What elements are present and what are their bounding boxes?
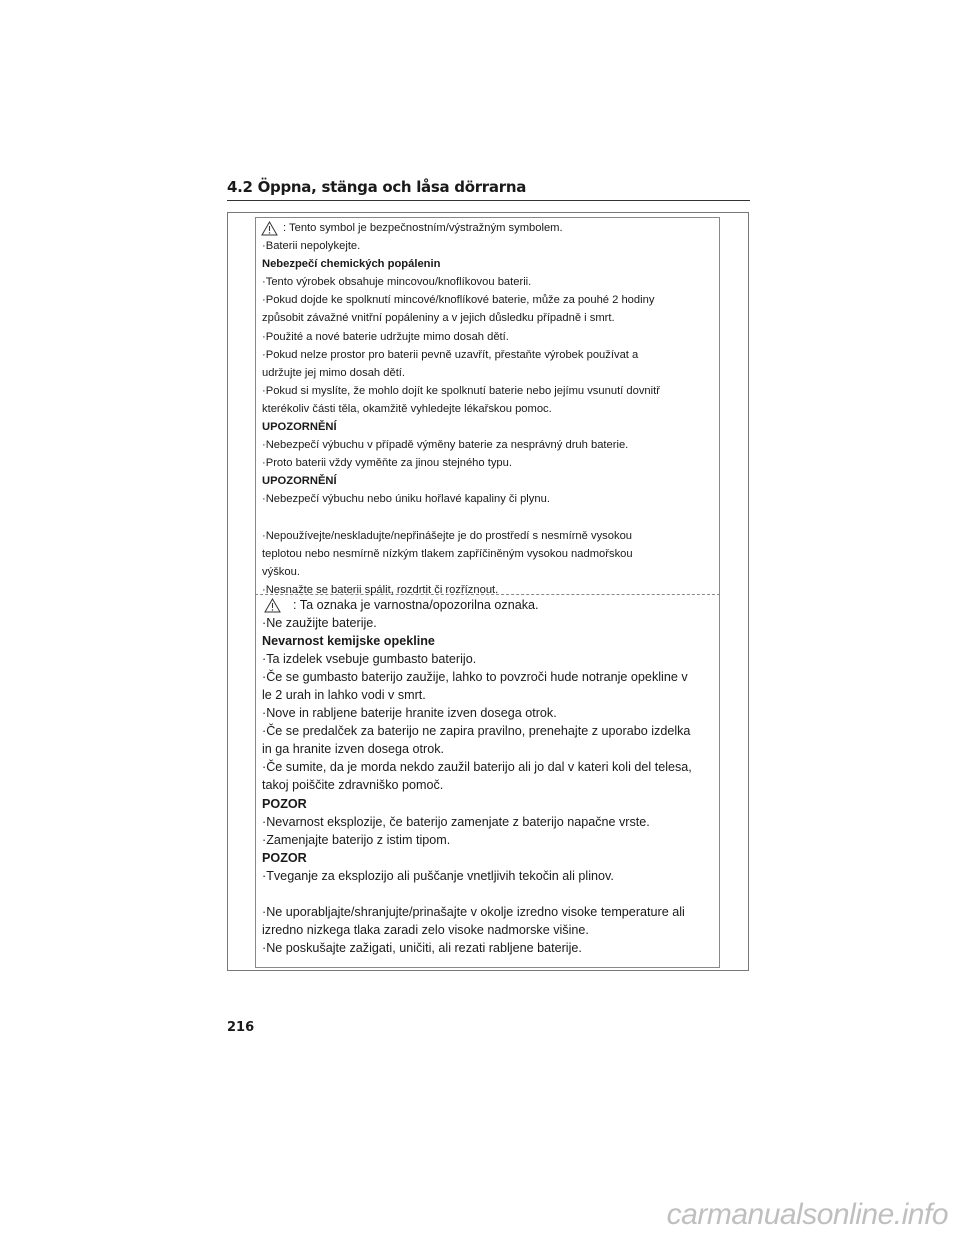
- text-line: teplotou nebo nesmírně nízkým tlakem zapříčiněným vysokou nadmořskou: [262, 547, 633, 560]
- text-line: ·Pokud nelze prostor pro baterii pevně uzavřít, přestaňte výrobek používat a: [262, 348, 639, 361]
- text-line: ·Baterii nepolykejte.: [262, 240, 361, 253]
- caution-heading: UPOZORNĚNÍ: [262, 421, 337, 434]
- text-line: ·Ne poskušajte zažigati, uničiti, ali rezati rabljene baterije.: [262, 940, 582, 955]
- caution-heading: POZOR: [262, 850, 307, 865]
- blank-line: [262, 885, 718, 903]
- text-line: ·Če se predalček za baterijo ne zapira pravilno, prenehajte z uporabo izdelka: [262, 724, 691, 739]
- text-line: ·Tveganje za eksplozijo ali puščanje vnetljivih tekočin ali plinov.: [262, 868, 614, 883]
- text-line: ·Če se gumbasto baterijo zaužije, lahko to povzroči hude notranje opekline v: [262, 670, 688, 685]
- section-title: 4.2 Öppna, stänga och låsa dörrarna: [227, 178, 527, 196]
- text-line: ·Nepoužívejte/neskladujte/nepřinášejte je do prostředí s nesmírně vysokou: [262, 529, 633, 542]
- text-line: ·Ne zaužijte baterije.: [262, 616, 377, 631]
- text-line: izredno nizkega tlaka zaradi zelo visoke nadmorske višine.: [262, 922, 589, 937]
- text-line: ·Tento výrobek obsahuje mincovou/knoflíkovou baterii.: [262, 276, 532, 289]
- slovene-symbol-text: : Ta oznaka je varnostna/opozorilna oznaka.: [293, 598, 539, 612]
- slovene-warning-block: [262, 596, 718, 957]
- text-line: ·Ta izdelek vsebuje gumbasto baterijo.: [262, 652, 477, 667]
- text-line: in ga hranite izven dosega otrok.: [262, 742, 445, 757]
- text-line: ·Če sumite, da je morda nekdo zaužil baterijo ali jo dal v kateri koli del telesa,: [262, 760, 692, 775]
- text-line: ·Nesnažte se baterii spálit, rozdrtit či rozříznout.: [262, 583, 499, 596]
- czech-warning-block: [262, 219, 718, 599]
- page-number: 216: [227, 1020, 255, 1035]
- warning-heading: Nevarnost kemijske opekline: [262, 634, 435, 649]
- text-line: ·Nevarnost eksplozije, če baterijo zamenjate z baterijo napačne vrste.: [262, 814, 650, 829]
- text-line: ·Použité a nové baterie udržujte mimo dosah dětí.: [262, 330, 509, 343]
- text-line: le 2 urah in lahko vodi v smrt.: [262, 688, 426, 703]
- czech-symbol-text: : Tento symbol je bezpečnostním/výstražným symbolem.: [283, 222, 563, 234]
- text-line: ·Pokud si myslíte, že mohlo dojít ke spolknutí baterie nebo jejímu vsunutí dovnitř: [262, 384, 660, 397]
- text-line: ·Pokud dojde ke spolknutí mincové/knoflíkové baterie, může za pouhé 2 hodiny: [262, 294, 655, 307]
- section-divider: [227, 200, 750, 201]
- text-line: ·Zamenjajte baterijo z istim tipom.: [262, 832, 451, 847]
- text-line: udržujte jej mimo dosah dětí.: [262, 366, 406, 379]
- text-line: ·Proto baterii vždy vyměňte za jinou stejného typu.: [262, 457, 512, 470]
- text-line: ·Nebezpečí výbuchu nebo úniku hořlavé kapaliny či plynu.: [262, 493, 550, 506]
- watermark: carmanualsonline.info: [666, 1198, 948, 1231]
- caution-heading: POZOR: [262, 796, 307, 811]
- warning-triangle-icon: [264, 598, 281, 613]
- text-line: ·Nove in rabljene baterije hranite izven dosega otrok.: [262, 706, 557, 721]
- warning-heading: Nebezpečí chemických popálenin: [262, 258, 441, 271]
- slovene-symbol-line: [262, 596, 718, 614]
- text-line: ·Ne uporabljajte/shranjujte/prinašajte v okolje izredno visoke temperature ali: [262, 904, 685, 919]
- blank-line: [262, 509, 718, 527]
- text-line: způsobit závažné vnitřní popáleniny a v jejich důsledku případně i smrt.: [262, 312, 615, 325]
- text-line: takoj poiščite zdravniško pomoč.: [262, 778, 444, 793]
- caution-heading: UPOZORNĚNÍ: [262, 475, 337, 488]
- text-line: kterékoliv části těla, okamžitě vyhledejte lékařskou pomoc.: [262, 402, 552, 415]
- czech-symbol-line: [262, 219, 718, 237]
- text-line: ·Nebezpečí výbuchu v případě výměny baterie za nesprávný druh baterie.: [262, 439, 629, 452]
- text-line: výškou.: [262, 565, 300, 578]
- section-header: [227, 178, 750, 201]
- warning-triangle-icon: [261, 221, 278, 236]
